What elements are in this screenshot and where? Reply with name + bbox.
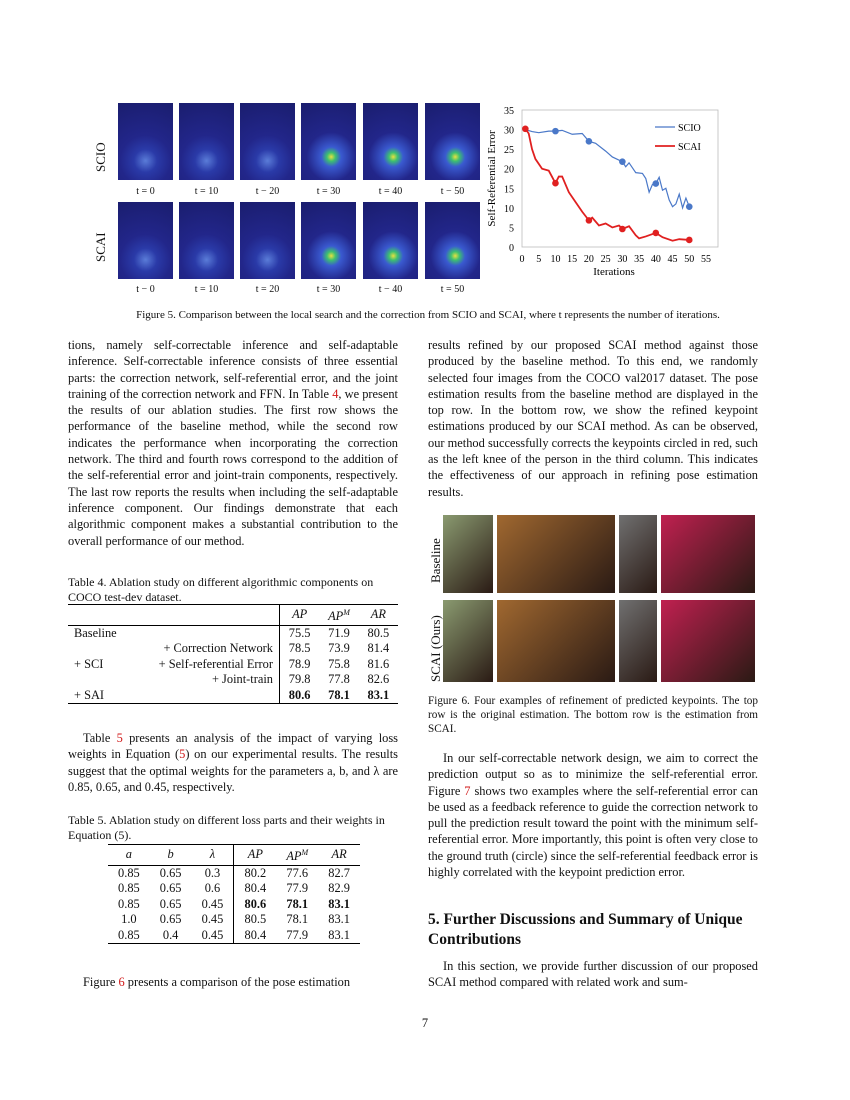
- table-cell: 78.9: [279, 657, 319, 673]
- table-header-row: [68, 605, 398, 625]
- y-axis-label: Self-Referential Error: [486, 130, 498, 227]
- x-axis-label: Iterations: [593, 266, 635, 278]
- citation-link[interactable]: 4: [332, 386, 339, 401]
- table-row: [108, 865, 360, 881]
- header-ap-m: $AP^M$: [286, 848, 309, 864]
- table-cell: 78.1: [286, 912, 309, 927]
- y-tick-label: 35: [504, 106, 514, 117]
- table-cell: 80.4: [234, 928, 276, 944]
- table-cell: 75.8: [328, 656, 350, 671]
- table-cell: 78.1: [286, 896, 309, 911]
- scai-iteration-label: t = 30: [316, 284, 341, 295]
- scio-heatmap-image: [301, 103, 356, 180]
- page-number: 7: [421, 1016, 429, 1030]
- table-header-row: [108, 845, 360, 865]
- table-cell: 80.5: [367, 625, 390, 640]
- table-row: [68, 672, 398, 688]
- table-cell: 78.5: [279, 641, 319, 657]
- citation-link[interactable]: 6: [118, 975, 125, 989]
- table-cell: 77.9: [286, 881, 309, 896]
- header-0: a: [125, 847, 132, 862]
- scai-iteration-label: t = 20: [255, 284, 280, 295]
- x-tick-label: 35: [634, 254, 645, 265]
- table-cell: 0.6: [204, 881, 221, 896]
- scai-pose-image: [443, 600, 493, 682]
- table-cell: 75.5: [279, 625, 319, 641]
- table-cell: 82.6: [367, 672, 390, 687]
- y-tick-label: 25: [504, 145, 514, 157]
- data-point-scai: [686, 237, 693, 244]
- scio-heatmap-image: [118, 103, 173, 180]
- table-cell: 83.1: [367, 687, 390, 702]
- scio-heatmap-image: [425, 103, 480, 180]
- row-label-scio: SCIO: [93, 142, 108, 172]
- citation-link[interactable]: 7: [464, 783, 471, 798]
- scai-heatmap-image: [301, 202, 356, 279]
- header-1: b: [167, 847, 174, 862]
- scio-heatmap-image: [240, 103, 295, 180]
- table-row: [108, 912, 360, 928]
- text-run: tions, namely self-correctable inference and self-adaptable inference. Self-correctable inference consists of three essential parts: the correction network, self-referential error, and the joint training of the correction network and FFN. In Table: [68, 338, 398, 401]
- table-cell: 73.9: [328, 641, 350, 656]
- y-tick-label: 30: [504, 125, 514, 137]
- y-tick-label: 5: [509, 223, 514, 235]
- figure5-caption: Figure 5. Comparison between the local search and the correction from SCIO and SCAI, where t represents the number of iterations.: [136, 309, 720, 321]
- table-cell: [68, 672, 132, 688]
- header-ap: AP: [279, 605, 319, 625]
- scai-heatmap-image: [363, 202, 418, 279]
- scio-iteration-label: t = 0: [136, 186, 155, 197]
- right-paragraph-2: [428, 750, 758, 880]
- table-cell: 79.8: [279, 672, 319, 688]
- citation-link[interactable]: 5: [179, 747, 186, 762]
- scai-iteration-label: t − 0: [136, 284, 155, 295]
- y-tick-label: 20: [504, 164, 514, 176]
- data-point-scio: [619, 158, 626, 165]
- header-2: λ: [209, 847, 216, 862]
- table-cell: 0.85: [118, 881, 140, 896]
- x-tick-label: 20: [583, 254, 594, 265]
- header-ap-m: $AP^M$: [328, 608, 350, 624]
- table-cell: 0.65: [159, 912, 182, 927]
- text-run: Figure: [83, 975, 119, 989]
- table-cell: 0.65: [159, 865, 182, 880]
- scai-iteration-label: t = 10: [194, 284, 219, 295]
- table-cell: + Correction Network: [163, 641, 273, 656]
- text-run: Table: [83, 731, 117, 745]
- table4: [68, 604, 398, 704]
- table-cell: 80.6: [234, 897, 276, 913]
- x-tick-label: 5: [536, 254, 542, 265]
- table-cell: 0.85: [118, 896, 140, 911]
- self-referential-error-chart: [480, 100, 740, 285]
- header-ap: AP: [234, 845, 276, 865]
- x-tick-label: 50: [684, 254, 695, 265]
- data-point-scai: [586, 217, 593, 224]
- table4-caption: Table 4. Ablation study on different algorithmic components on COCO test-dev dataset.: [68, 575, 374, 604]
- scai-iteration-label: t = 50: [440, 284, 465, 295]
- y-tick-label: 10: [504, 203, 514, 215]
- scai-heatmap-image: [118, 202, 173, 279]
- data-point-scai: [552, 180, 559, 187]
- left-paragraph-2: [68, 730, 398, 795]
- text-run: results refined by our proposed SCAI method against those produced by the baseline method. To this end, we randomly selected four images from the COCO val2017 dataset. The pose estimation results from the baseline method are displayed in the top row. In the bottom row, we show the refined keypoint estimations produced by our SCAI method. As can be observed, our method successfully corrects the keypoints circled in red, such as the left knee of the person in the third column. This indicates the effectiveness of our approach in refining pose estimation results.: [428, 338, 758, 499]
- table-row: [68, 657, 398, 673]
- table-row: [108, 881, 360, 897]
- header-blank: [68, 605, 132, 625]
- text-run: shows two examples where the self-referential error can be used as a feedback reference to guide the correction network to pull the prediction result toward the point with the minimum self-referential error. More importantly, this point is often very close to the ground truth (circle) since the self-referential feedback error is highly correlated with the keypoint prediction error.: [428, 783, 758, 880]
- table-cell: 77.6: [286, 865, 309, 880]
- table-cell: + Joint-train: [211, 672, 273, 687]
- baseline-pose-image: [443, 515, 493, 593]
- table-cell: 1.0: [121, 912, 137, 927]
- text-run: presents a comparison of the pose estimation: [124, 975, 351, 989]
- table-cell: 80.2: [234, 865, 276, 881]
- scai-pose-image: [619, 600, 657, 682]
- table-row: [68, 641, 398, 657]
- data-point-scai: [522, 125, 529, 132]
- table-cell: 0.65: [159, 881, 182, 896]
- table5: [108, 844, 360, 944]
- data-point-scio: [686, 203, 693, 210]
- table-cell: Baseline: [74, 625, 117, 640]
- scio-iteration-label: t − 20: [255, 186, 280, 197]
- left-paragraph-1: [68, 337, 398, 549]
- scai-heatmap-image: [240, 202, 295, 279]
- legend-label-scio: SCIO: [678, 123, 701, 134]
- data-point-scio: [552, 128, 559, 135]
- table-cell: 0.3: [204, 865, 221, 880]
- data-point-scio: [653, 180, 660, 187]
- table-cell: 83.1: [328, 896, 350, 911]
- table-cell: 78.1: [328, 687, 350, 702]
- table-cell: 0.85: [118, 927, 140, 942]
- scio-iteration-label: t = 30: [316, 186, 341, 197]
- table-cell: 0.85: [118, 865, 140, 880]
- right-paragraph-1: [428, 337, 758, 500]
- table-cell: [132, 625, 280, 641]
- table-row: [108, 897, 360, 913]
- scai-pose-image: [497, 600, 615, 682]
- table-cell: 71.9: [328, 625, 350, 640]
- x-tick-label: 25: [600, 254, 611, 265]
- legend-label-scai: SCAI: [678, 142, 701, 153]
- data-point-scai: [619, 226, 626, 233]
- scio-iteration-label: t = 10: [194, 186, 219, 197]
- table-cell: + Self-referential Error: [158, 656, 273, 671]
- table-cell: 0.65: [159, 896, 182, 911]
- table-cell: [132, 688, 280, 704]
- x-tick-label: 55: [701, 254, 711, 265]
- table-cell: 82.7: [328, 865, 350, 880]
- x-tick-label: 0: [519, 254, 525, 265]
- x-tick-label: 30: [617, 254, 628, 265]
- table-row: [68, 625, 398, 641]
- table-cell: 80.6: [279, 688, 319, 704]
- y-tick-label: 15: [504, 184, 514, 196]
- citation-link[interactable]: 5: [116, 731, 123, 745]
- header-blank: [132, 605, 280, 625]
- left-paragraph-3: [68, 974, 398, 990]
- table5-caption: Table 5. Ablation study on different loss parts and their weights in Equation (5).: [68, 813, 385, 842]
- table-cell: 77.8: [328, 672, 350, 687]
- table-cell: 0.45: [201, 896, 224, 911]
- text-run: In our self-correctable network design, we aim to correct the prediction output so as to minimize the self-referential error. Figure: [428, 751, 758, 798]
- baseline-pose-image: [497, 515, 615, 593]
- header-ar: AR: [331, 847, 347, 862]
- series-line-scio: [525, 130, 689, 208]
- x-tick-label: 40: [650, 254, 661, 265]
- table-cell: + SAI: [74, 687, 105, 702]
- text-run: ) on our experimental results. The results suggest that the optimal weights for the parameters a, b, and λ are 0.85, 0.65, and 0.45, respectively.: [68, 747, 398, 794]
- scio-heatmap-image: [179, 103, 234, 180]
- table-cell: 83.1: [328, 912, 350, 927]
- table-cell: 0.45: [201, 927, 224, 942]
- table-cell: 77.9: [286, 927, 309, 942]
- scai-iteration-label: t − 40: [378, 284, 403, 295]
- section-heading-text: 5. Further Discussions and Summary of Unique Contributions: [428, 911, 743, 948]
- figure6-caption: Figure 6. Four examples of refinement of predicted keypoints. The top row is the original estimation. The bottom row is the estimation from SCAI.: [428, 695, 758, 735]
- fig6-row-label-baseline: Baseline: [428, 538, 443, 583]
- scai-heatmap-image: [179, 202, 234, 279]
- table-cell: 80.5: [234, 912, 276, 928]
- text-run: presents an analysis of the impact of varying loss weights in Equation (: [68, 731, 398, 762]
- scai-pose-image: [661, 600, 755, 682]
- table-cell: 82.9: [328, 881, 350, 896]
- x-tick-label: 15: [567, 254, 578, 265]
- scio-heatmap-image: [363, 103, 418, 180]
- table-row: [68, 688, 398, 704]
- baseline-pose-image: [661, 515, 755, 593]
- data-point-scai: [653, 230, 660, 237]
- header-ar: AR: [370, 607, 386, 622]
- fig6-row-label-scai: SCAI (Ours): [428, 615, 443, 682]
- row-label-scai: SCAI: [93, 232, 108, 262]
- baseline-pose-image: [619, 515, 657, 593]
- scai-heatmap-image: [425, 202, 480, 279]
- text-run: , we present the results of our ablation studies. The first row shows the performance of the baseline method, while the second row indicates the performance when incorporating the correction network. The third and fourth rows correspond to the addition of the self-referential error and joint-train components, respectively. The last row reports the results when including the self-adaptable inference component. Our findings demonstrate that each algorithmic component makes a substantial contribution to the overall performance of our method.: [68, 386, 399, 548]
- table-row: [108, 928, 360, 944]
- data-point-scio: [586, 138, 593, 145]
- right-paragraph-3: [428, 958, 758, 991]
- scio-iteration-label: t = 40: [378, 186, 403, 197]
- table-cell: 80.4: [234, 881, 276, 897]
- table-cell: 0.45: [201, 912, 224, 927]
- scio-iteration-label: t − 50: [440, 186, 465, 197]
- table-cell: 81.6: [367, 656, 390, 671]
- table-cell: 81.4: [367, 641, 390, 656]
- section-heading: [428, 910, 758, 950]
- x-tick-label: 45: [667, 254, 678, 265]
- table-cell: 83.1: [328, 927, 350, 942]
- table-cell: 0.4: [162, 927, 179, 942]
- table-cell: [68, 641, 132, 657]
- text-run: In this section, we provide further discussion of our proposed SCAI method compared with related work and sum-: [428, 959, 758, 990]
- table-cell: + SCI: [74, 656, 104, 671]
- y-tick-label: 0: [509, 243, 514, 254]
- x-tick-label: 10: [550, 254, 561, 265]
